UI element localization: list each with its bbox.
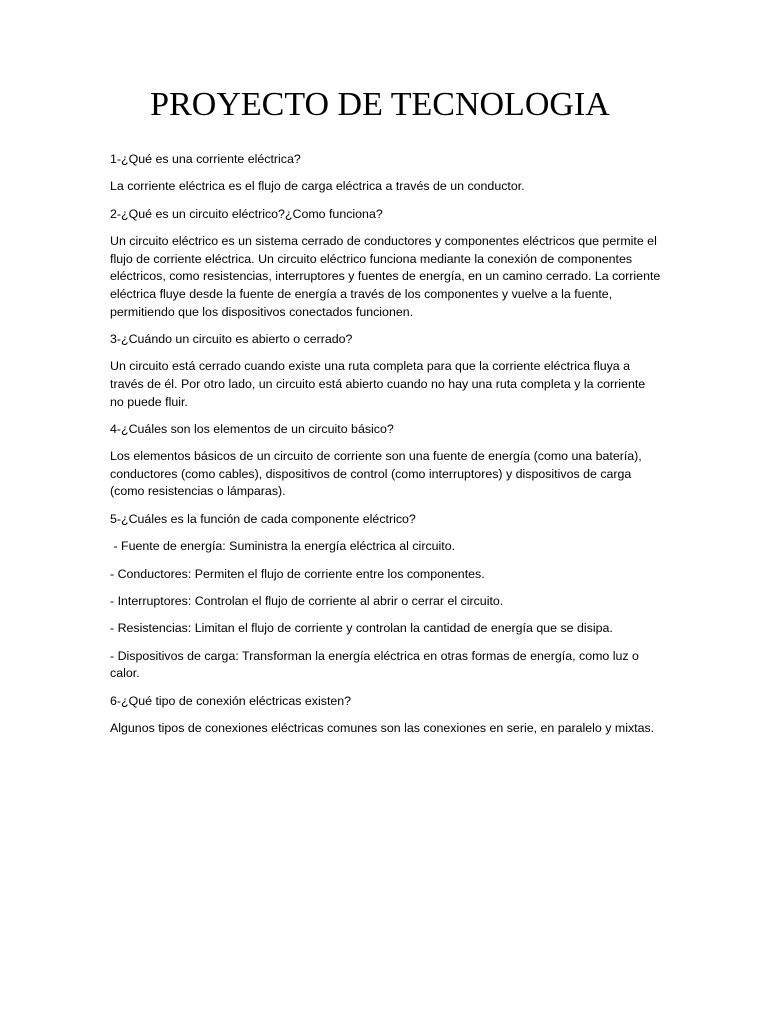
answer-5-conductors: - Conductores: Permiten el flujo de corriente entre los componentes.: [110, 566, 485, 581]
answer-5-energy-source: - Fuente de energía: Suministra la energía eléctrica al circuito.: [110, 539, 456, 554]
answer-1: La corriente eléctrica es el flujo de carga eléctrica a través de un conductor.: [110, 179, 525, 194]
question-2: 2-¿Qué es un circuito eléctrico?¿Como funciona?: [110, 206, 383, 221]
answer-2: Un circuito eléctrico es un sistema cerrado de conductores y componentes eléctricos que permite el flujo de corriente eléctrica. Un circuito eléctrico funciona mediante la conexión de componentes eléctricos, como resistencias, interruptores y fuentes de energía, en un camino cerrado. La corriente eléctrica fluye desde la fuente de energía a través de los componentes y vuelve a la fuente, permitiendo que los dispositivos conectados funcionen.: [110, 234, 661, 319]
answer-3: Un circuito está cerrado cuando existe una ruta completa para que la corriente eléctrica fluya a través de él. Por otro lado, un circuito está abierto cuando no hay una ruta completa y la corriente no puede fluir.: [110, 359, 646, 409]
answer-5-load-devices: - Dispositivos de carga: Transforman la energía eléctrica en otras formas de energía, como luz o calor.: [110, 648, 639, 681]
document-body: [110, 151, 662, 748]
question-4: 4-¿Cuáles son los elementos de un circuito básico?: [110, 421, 394, 436]
document-title: PROYECTO DE TECNOLOGIA: [150, 86, 610, 123]
question-3: 3-¿Cuándo un circuito es abierto o cerrado?: [110, 331, 353, 346]
question-1: 1-¿Qué es una corriente eléctrica?: [110, 152, 301, 166]
answer-5-resistors: - Resistencias: Limitan el flujo de corriente y controlan la cantidad de energía que se disipa.: [110, 621, 613, 636]
question-5: 5-¿Cuáles es la función de cada componente eléctrico?: [110, 511, 416, 526]
answer-4: Los elementos básicos de un circuito de corriente son una fuente de energía (como una batería), conductores (como cables), dispositivos de control (como interruptores) y dispositivos de carga (como resistencias o lámparas).: [110, 449, 642, 499]
answer-5-switches: - Interruptores: Controlan el flujo de corriente al abrir o cerrar el circuito.: [110, 594, 504, 609]
answer-6: Algunos tipos de conexiones eléctricas comunes son las conexiones en serie, en paralelo y mixtas.: [110, 721, 655, 736]
question-6: 6-¿Qué tipo de conexión eléctricas existen?: [110, 693, 352, 708]
